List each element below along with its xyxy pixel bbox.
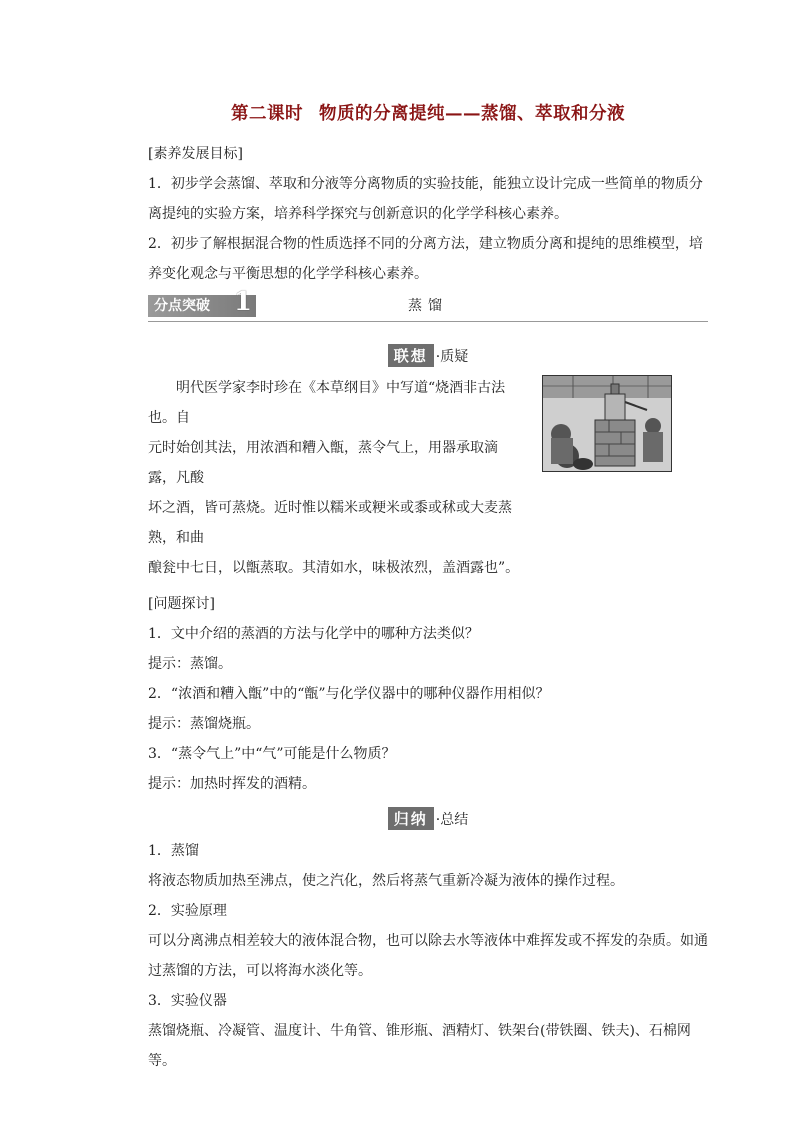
summary-body-3: 蒸馏烧瓶、冷凝管、温度计、牛角管、锥形瓶、酒精灯、铁架台(带铁圈、铁夫)、石棉网等。	[148, 1023, 691, 1069]
tag-association	[148, 344, 708, 367]
summary-head-2: 2．实验原理	[148, 903, 227, 919]
tag-association-rest: ·质疑	[435, 349, 469, 365]
story-block	[148, 373, 708, 583]
question-1: 1．文中介绍的蒸酒的方法与化学中的哪种方法类似？	[148, 626, 479, 642]
goal-item-1: 1．初步学会蒸馏、萃取和分液等分离物质的实验技能，能独立设计完成一些简单的物质分离提纯的实验方案，培养科学探究与创新意识的化学学科核心素养。	[148, 176, 703, 222]
answer-1: 提示：蒸馏。	[148, 656, 232, 672]
tag-summary	[148, 807, 708, 830]
tag-summary-rest: ·总结	[435, 812, 469, 828]
answer-2: 提示：蒸馏烧瓶。	[148, 716, 260, 732]
tag-summary-box: 归纳	[388, 807, 434, 830]
lesson-number: 第二课时	[231, 104, 303, 124]
summary-body-2: 可以分离沸点相差较大的液体混合物，也可以除去水等液体中难挥发或不挥发的杂质。如通过蒸馏的方法，可以将海水淡化等。	[148, 933, 708, 979]
lesson-title	[148, 100, 708, 125]
distillation-illustration-icon	[543, 376, 671, 471]
lesson-topic: 物质的分离提纯——蒸馏、萃取和分液	[319, 104, 625, 124]
summary-head-1: 1．蒸馏	[148, 843, 199, 859]
question-3: 3．“蒸令气上”中“气”可能是什么物质？	[148, 746, 396, 762]
section-title: 蒸馏	[408, 298, 448, 314]
goals-header: [素养发展目标]	[148, 146, 243, 162]
tag-association-box: 联想	[388, 344, 434, 367]
story-line-3: 坏之酒，皆可蒸烧。近时惟以糯米或粳米或黍或秫或大麦蒸熟，和曲	[148, 500, 512, 546]
section-badge-number: 1	[233, 287, 252, 317]
section-header	[148, 287, 708, 322]
story-line-4: 酿瓮中七日，以甑蒸取。其清如水，味极浓烈，盖酒露也”。	[148, 560, 520, 576]
question-2: 2．“浓酒和糟入甑”中的“甑”与化学仪器中的哪种仪器作用相似？	[148, 686, 550, 702]
story-line-1: 明代医学家李时珍在《本草纲目》中写道“烧酒非古法也。自	[148, 380, 506, 426]
summary-body-1: 将液态物质加热至沸点，使之汽化，然后将蒸气重新冷凝为液体的操作过程。	[148, 873, 624, 889]
document-page	[148, 100, 708, 1076]
section-badge-text: 分点突破	[154, 298, 210, 314]
summary-head-3: 3．实验仪器	[148, 993, 227, 1009]
goal-item-2: 2．初步了解根据混合物的性质选择不同的分离方法，建立物质分离和提纯的思维模型，培养变化观念与平衡思想的化学学科核心素养。	[148, 236, 703, 282]
questions-header: [问题探讨]	[148, 596, 215, 612]
distillation-illustration	[542, 375, 672, 472]
answer-3: 提示：加热时挥发的酒精。	[148, 776, 316, 792]
story-line-2: 元时始创其法，用浓酒和糟入甑，蒸令气上，用器承取滴露，凡酸	[148, 440, 498, 486]
